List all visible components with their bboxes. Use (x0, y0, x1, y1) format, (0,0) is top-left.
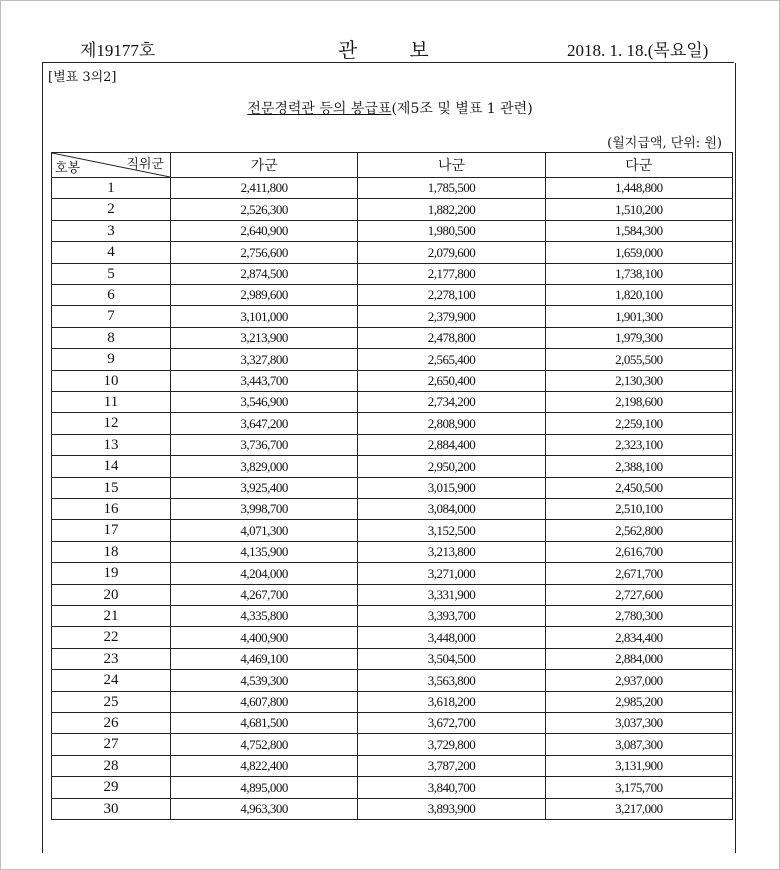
table-row (52, 456, 733, 478)
step-cell: 9 (52, 349, 171, 371)
step-cell: 13 (52, 435, 171, 456)
ga-value-cell: 4,267,700 (171, 585, 358, 606)
ga-value-cell: 3,101,000 (171, 306, 358, 328)
table-row (52, 649, 733, 670)
step-cell: 11 (52, 392, 171, 413)
na-value-cell: 3,331,900 (358, 585, 545, 606)
ga-value-cell: 4,135,900 (171, 542, 358, 563)
step-cell: 4 (52, 242, 171, 264)
ga-value-cell: 4,752,800 (171, 734, 358, 756)
table-row (52, 756, 733, 777)
na-value-cell: 2,565,400 (358, 349, 545, 371)
table-row (52, 371, 733, 392)
na-value-cell: 3,271,000 (358, 563, 545, 585)
gazette-title (338, 34, 429, 63)
salary-table (51, 152, 733, 820)
step-cell: 15 (52, 478, 171, 499)
ga-value-cell: 4,071,300 (171, 520, 358, 542)
ga-value-cell: 3,829,000 (171, 456, 358, 478)
table-row (52, 542, 733, 563)
table-row (52, 499, 733, 520)
step-cell: 29 (52, 777, 171, 799)
table-row (52, 199, 733, 221)
table-row (52, 349, 733, 371)
ga-value-cell: 3,213,900 (171, 328, 358, 349)
ga-value-cell: 3,443,700 (171, 371, 358, 392)
table-row (52, 306, 733, 328)
table-row (52, 178, 733, 199)
na-value-cell: 3,504,500 (358, 649, 545, 670)
table-row (52, 799, 733, 820)
step-cell: 10 (52, 371, 171, 392)
step-cell: 27 (52, 734, 171, 756)
na-value-cell: 2,650,400 (358, 371, 545, 392)
ga-value-cell: 3,546,900 (171, 392, 358, 413)
step-cell: 24 (52, 670, 171, 692)
na-value-cell: 2,278,100 (358, 285, 545, 306)
column-header-da: 다군 (545, 153, 732, 178)
table-row (52, 328, 733, 349)
gazette-title-left: 관 (338, 38, 358, 62)
step-cell: 22 (52, 627, 171, 649)
ga-value-cell: 2,640,900 (171, 221, 358, 242)
table-row (52, 606, 733, 627)
table-row (52, 242, 733, 264)
na-value-cell: 1,785,500 (358, 178, 545, 199)
step-cell: 28 (52, 756, 171, 777)
table-row (52, 627, 733, 649)
da-value-cell: 2,510,100 (545, 499, 732, 520)
ga-value-cell: 3,925,400 (171, 478, 358, 499)
da-value-cell: 1,738,100 (545, 264, 732, 285)
table-row (52, 264, 733, 285)
da-value-cell: 2,780,300 (545, 606, 732, 627)
na-value-cell: 3,563,800 (358, 670, 545, 692)
da-value-cell: 2,834,400 (545, 627, 732, 649)
da-value-cell: 2,130,300 (545, 371, 732, 392)
da-value-cell: 2,562,800 (545, 520, 732, 542)
da-value-cell: 3,131,900 (545, 756, 732, 777)
da-value-cell: 2,985,200 (545, 692, 732, 713)
ga-value-cell: 4,469,100 (171, 649, 358, 670)
da-value-cell: 1,979,300 (545, 328, 732, 349)
da-value-cell: 1,448,800 (545, 178, 732, 199)
step-cell: 25 (52, 692, 171, 713)
table-row (52, 435, 733, 456)
da-value-cell: 3,217,000 (545, 799, 732, 820)
da-value-cell: 1,584,300 (545, 221, 732, 242)
ga-value-cell: 4,335,800 (171, 606, 358, 627)
na-value-cell: 3,393,700 (358, 606, 545, 627)
na-value-cell: 2,379,900 (358, 306, 545, 328)
table-row (52, 734, 733, 756)
corner-header-cell (52, 153, 171, 178)
da-value-cell: 2,259,100 (545, 413, 732, 435)
step-cell: 6 (52, 285, 171, 306)
ga-value-cell: 3,647,200 (171, 413, 358, 435)
step-cell: 21 (52, 606, 171, 627)
step-cell: 23 (52, 649, 171, 670)
step-cell: 12 (52, 413, 171, 435)
table-row (52, 221, 733, 242)
da-value-cell: 2,055,500 (545, 349, 732, 371)
na-value-cell: 2,177,800 (358, 264, 545, 285)
column-header-na: 나군 (358, 153, 545, 178)
da-value-cell: 3,175,700 (545, 777, 732, 799)
ga-value-cell: 2,756,600 (171, 242, 358, 264)
na-value-cell: 2,950,200 (358, 456, 545, 478)
annex-label: [별표 3의2] (48, 70, 117, 85)
ga-value-cell: 4,607,800 (171, 692, 358, 713)
step-cell: 16 (52, 499, 171, 520)
document-title-ref: (제5조 및 별표 1 관련) (391, 101, 533, 117)
da-value-cell: 2,198,600 (545, 392, 732, 413)
da-value-cell: 1,510,200 (545, 199, 732, 221)
ga-value-cell: 4,963,300 (171, 799, 358, 820)
ga-value-cell: 2,526,300 (171, 199, 358, 221)
table-row (52, 692, 733, 713)
na-value-cell: 2,808,900 (358, 413, 545, 435)
da-value-cell: 2,884,000 (545, 649, 732, 670)
na-value-cell: 3,213,800 (358, 542, 545, 563)
na-value-cell: 3,729,800 (358, 734, 545, 756)
step-cell: 7 (52, 306, 171, 328)
na-value-cell: 3,618,200 (358, 692, 545, 713)
na-value-cell: 1,980,500 (358, 221, 545, 242)
table-row (52, 520, 733, 542)
table-row (52, 670, 733, 692)
da-value-cell: 2,671,700 (545, 563, 732, 585)
table-row (52, 563, 733, 585)
table-body (52, 178, 733, 820)
na-value-cell: 3,084,000 (358, 499, 545, 520)
step-cell: 5 (52, 264, 171, 285)
na-value-cell: 3,787,200 (358, 756, 545, 777)
da-value-cell: 2,937,000 (545, 670, 732, 692)
ga-value-cell: 3,736,700 (171, 435, 358, 456)
ga-value-cell: 4,895,000 (171, 777, 358, 799)
table-row (52, 478, 733, 499)
ga-value-cell: 4,539,300 (171, 670, 358, 692)
na-value-cell: 3,840,700 (358, 777, 545, 799)
na-value-cell: 3,448,000 (358, 627, 545, 649)
step-cell: 19 (52, 563, 171, 585)
na-value-cell: 2,478,800 (358, 328, 545, 349)
table-row (52, 392, 733, 413)
table-row (52, 413, 733, 435)
table-header-row (52, 153, 733, 178)
corner-label-position-group: 직위군 (126, 156, 164, 171)
da-value-cell: 2,450,500 (545, 478, 732, 499)
da-value-cell: 3,037,300 (545, 713, 732, 734)
na-value-cell: 3,893,900 (358, 799, 545, 820)
step-cell: 20 (52, 585, 171, 606)
da-value-cell: 2,616,700 (545, 542, 732, 563)
column-header-ga: 가군 (171, 153, 358, 178)
ga-value-cell: 2,411,800 (171, 178, 358, 199)
na-value-cell: 3,672,700 (358, 713, 545, 734)
step-cell: 26 (52, 713, 171, 734)
da-value-cell: 1,659,000 (545, 242, 732, 264)
gazette-header (0, 0, 780, 60)
gazette-title-right: 보 (409, 38, 429, 62)
da-value-cell: 2,323,100 (545, 435, 732, 456)
da-value-cell: 2,727,600 (545, 585, 732, 606)
ga-value-cell: 3,998,700 (171, 499, 358, 520)
na-value-cell: 2,079,600 (358, 242, 545, 264)
step-cell: 14 (52, 456, 171, 478)
unit-note: (월지급액, 단위: 원) (607, 136, 722, 151)
ga-value-cell: 2,989,600 (171, 285, 358, 306)
ga-value-cell: 2,874,500 (171, 264, 358, 285)
ga-value-cell: 4,822,400 (171, 756, 358, 777)
na-value-cell: 2,884,400 (358, 435, 545, 456)
corner-label-step: 호봉 (55, 160, 81, 175)
document-title (0, 98, 780, 118)
da-value-cell: 3,087,300 (545, 734, 732, 756)
step-cell: 17 (52, 520, 171, 542)
ga-value-cell: 4,681,500 (171, 713, 358, 734)
ga-value-cell: 4,204,000 (171, 563, 358, 585)
na-value-cell: 2,734,200 (358, 392, 545, 413)
ga-value-cell: 4,400,900 (171, 627, 358, 649)
issue-number: 제19177호 (80, 41, 156, 60)
step-cell: 30 (52, 799, 171, 820)
da-value-cell: 1,901,300 (545, 306, 732, 328)
step-cell: 3 (52, 221, 171, 242)
step-cell: 18 (52, 542, 171, 563)
ga-value-cell: 3,327,800 (171, 349, 358, 371)
table-row (52, 285, 733, 306)
da-value-cell: 2,388,100 (545, 456, 732, 478)
document-title-main: 전문경력관 등의 봉급표 (247, 101, 392, 117)
step-cell: 8 (52, 328, 171, 349)
na-value-cell: 3,015,900 (358, 478, 545, 499)
table-row (52, 713, 733, 734)
issue-date: 2018. 1. 18.(목요일) (567, 41, 709, 60)
step-cell: 2 (52, 199, 171, 221)
table-row (52, 777, 733, 799)
da-value-cell: 1,820,100 (545, 285, 732, 306)
na-value-cell: 3,152,500 (358, 520, 545, 542)
step-cell: 1 (52, 178, 171, 199)
na-value-cell: 1,882,200 (358, 199, 545, 221)
table-row (52, 585, 733, 606)
